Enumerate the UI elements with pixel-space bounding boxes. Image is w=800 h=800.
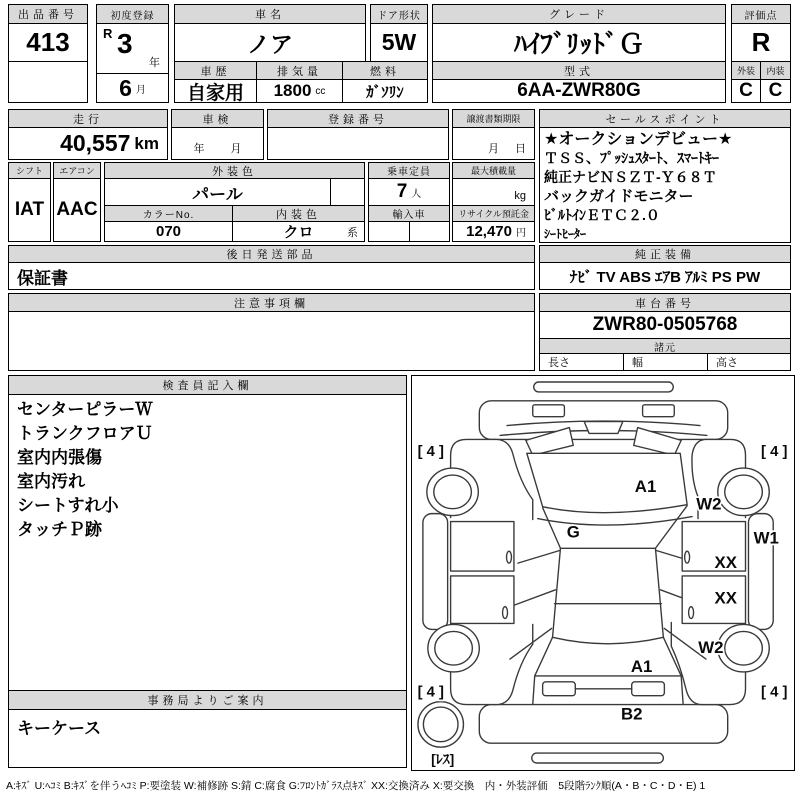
inspection-value: 年 月 [171, 127, 264, 160]
door-handle [502, 607, 507, 619]
admin-notice-header: 事務局よりご案内 [8, 690, 407, 710]
width-cell: 幅 [623, 353, 708, 371]
sales-point-line: ﾋﾞﾙﾄｲﾝＥＴＣ２.０ [544, 207, 660, 223]
later-shipped-parts-value: 保証書 [8, 262, 535, 290]
damage-code-legend: A:ｷｽﾞ U:ﾍｺﾐ B:ｷｽﾞを伴うﾍｺﾐ P:要塗装 W:補修跡 S:錆 C:腐食 G:ﾌﾛﾝﾄｶﾞﾗｽ点ｷｽﾞ XX:交換済み X:要交換 内・外装評価 5段階ﾗﾝｸ順(A・B・C・D・E) 1 [6, 780, 706, 792]
left-front-door [450, 522, 513, 571]
inspector-note: シートすれ小 [17, 496, 119, 515]
emblem [584, 422, 623, 434]
max-load-unit: kg [514, 190, 526, 202]
fuel-value: ｶﾞｿﾘﾝ [342, 79, 428, 103]
lot-number-empty-cell [8, 61, 88, 103]
displacement-header: 排気量 [256, 61, 343, 80]
car-name-value: ノア [174, 23, 366, 62]
exterior-color-header: 外装色 [104, 162, 365, 179]
imported-cell-b [409, 221, 450, 242]
caution-body [8, 311, 535, 371]
inspector-notes-header: 検査員記入欄 [8, 375, 407, 395]
cowl-line [537, 517, 691, 525]
exterior-color-value: パール [104, 178, 331, 206]
recycle-fee-header: リサイクル預託金 [452, 205, 535, 222]
damage-mark-glass-chip: G [566, 522, 580, 542]
era-mark: R [103, 26, 113, 41]
chassis-number-value: ZWR80-0505768 [539, 311, 791, 339]
door-handle [684, 551, 689, 563]
model-code-value: 6AA-ZWR80G [432, 79, 726, 103]
damage-mark-rear-window: A1 [630, 656, 652, 676]
rear-lip [531, 753, 663, 763]
height-cell: 高さ [707, 353, 791, 371]
front-lip [533, 382, 673, 392]
first-registration-header: 初度登録 [96, 4, 169, 24]
damage-mark-rear-bumper: B2 [620, 704, 642, 724]
fog-lamp-left [532, 405, 564, 417]
tailgate-left [542, 682, 575, 696]
interior-color-header: 内装色 [232, 205, 365, 222]
first-registration-month-cell [96, 73, 169, 103]
recycle-fee-value: 12,470 円 [452, 221, 535, 242]
tread-mark: [ 4 ] [417, 444, 444, 461]
aircon-value: AAC [53, 178, 101, 242]
score-header: 評価点 [731, 4, 791, 24]
chassis-number-header: 車台番号 [539, 293, 791, 312]
lot-number-value: 413 [8, 23, 88, 62]
inspector-note: トランクフロアＵ [17, 424, 153, 443]
history-header: 車歴 [174, 61, 257, 80]
admin-notice-value: キーケース [8, 709, 407, 768]
sales-point-line: ｼｰﾄﾋｰﾀｰ [544, 227, 587, 241]
interior-color-value: クロ 系 [232, 221, 365, 242]
windshield [526, 453, 686, 512]
sales-points-header: セールスポイント [539, 109, 791, 128]
month-unit: 月 [135, 84, 146, 96]
inspector-note: 室内汚れ [17, 472, 85, 491]
caution-header: 注意事項欄 [8, 293, 535, 312]
recycle-fee-unit: 円 [516, 228, 526, 239]
tailgate-right [631, 682, 664, 696]
factory-equipment-header: 純正装備 [539, 245, 791, 263]
length-cell: 長さ [539, 353, 624, 371]
factory-equipment-value: ﾅﾋﾞ TV ABS ｴｱB ｱﾙﾐ PS PW [539, 262, 791, 290]
damage-mark-front-fender: W2 [695, 494, 722, 514]
door-handle [506, 551, 511, 563]
damage-diagram-box [411, 375, 795, 771]
registration-number-value [267, 127, 449, 160]
roof-side [655, 548, 663, 637]
exterior-grade-header: 外装 [731, 61, 761, 80]
tread-mark: [ 4 ] [417, 684, 444, 701]
registration-month: 6 [119, 74, 132, 101]
fuel-header: 燃料 [342, 61, 428, 80]
capacity-header: 乗車定員 [368, 162, 450, 179]
displacement-value: 1800 cc [256, 79, 343, 103]
displacement-unit: cc [315, 85, 326, 97]
sales-point-line: ＴＳＳ、ﾌﾟｯｼｭｽﾀｰﾄ、ｽﾏｰﾄｷｰ [544, 150, 719, 166]
spare-tire-mark: [ﾚｽ] [430, 750, 454, 767]
door-shape-value: 5W [370, 23, 428, 62]
inspection-header: 車検 [171, 109, 264, 128]
roof-side [552, 548, 560, 637]
color-no-value: 070 [104, 221, 233, 242]
door-handle [688, 607, 693, 619]
inspector-note: タッチＰ跡 [17, 520, 102, 539]
inspector-note: センターピラーＷ [17, 400, 153, 419]
fog-lamp-right [642, 405, 674, 417]
max-load-value [452, 178, 535, 206]
inspector-note: 室内内張傷 [17, 448, 102, 467]
tread-mark: [ 4 ] [760, 444, 787, 461]
color-no-header: カラーNo. [104, 205, 233, 222]
rear-bumper [479, 705, 727, 744]
left-rocker-panel [422, 514, 447, 630]
interior-grade-header: 内装 [760, 61, 791, 80]
registration-number-header: 登録番号 [267, 109, 449, 128]
exterior-grade-value: C [731, 79, 761, 103]
damage-mark-rear-fender: W2 [697, 638, 723, 658]
interior-grade-value: C [760, 79, 791, 103]
max-load-header: 最大積載量 [452, 162, 535, 179]
transfer-deadline-value: 月 日 [452, 127, 535, 160]
car-name-header: 車名 [174, 4, 366, 24]
car-top-view-diagram [413, 377, 794, 769]
tread-mark: [ 4 ] [760, 684, 787, 701]
damage-mark-windshield: A1 [634, 476, 656, 496]
imported-cell-a [368, 221, 410, 242]
year-unit: 年 [149, 57, 160, 69]
color-change-cell [330, 178, 365, 206]
registration-year: 3 [117, 28, 133, 59]
dimensions-header: 諸元 [539, 338, 791, 354]
damage-mark-right-body: W1 [753, 528, 779, 548]
interior-color-unit: 系 [347, 226, 358, 239]
inspector-notes-body [8, 394, 407, 691]
mileage-value: 40,557 km [8, 127, 168, 160]
mileage-unit: km [134, 133, 159, 153]
mileage-header: 走行 [8, 109, 168, 128]
transfer-deadline-header: 譲渡書類期限 [452, 109, 535, 128]
sales-point-line: 純正ナビＮＳＺＴ-Ｙ６８Ｔ [544, 169, 717, 185]
shift-value: IAT [8, 178, 51, 242]
score-value: R [731, 23, 791, 62]
capacity-unit: 人 [411, 188, 422, 200]
shift-header: シフト [8, 162, 51, 179]
door-shape-header: ドア形状 [370, 4, 428, 24]
damage-mark-slide-door: XX [713, 588, 737, 608]
first-registration-year-cell [96, 23, 169, 74]
sales-point-line: バックガイドモニター [544, 188, 694, 205]
aircon-header: エアコン [53, 162, 101, 179]
sales-point-line: ★オークションデビュー★ [544, 131, 733, 148]
damage-mark-front-door: XX [713, 553, 737, 573]
lot-number-header: 出品番号 [8, 4, 88, 24]
model-code-header: 型式 [432, 61, 726, 80]
later-shipped-parts-header: 後日発送部品 [8, 245, 535, 263]
grade-value: ﾊｲﾌﾞﾘｯﾄﾞＧ [432, 23, 726, 62]
grade-header: グレード [432, 4, 726, 24]
imported-header: 輸入車 [368, 205, 450, 222]
history-value: 自家用 [174, 79, 257, 103]
sales-points-body [539, 127, 791, 243]
rear-window-line [552, 637, 663, 643]
capacity-value: 7 人 [368, 178, 450, 206]
